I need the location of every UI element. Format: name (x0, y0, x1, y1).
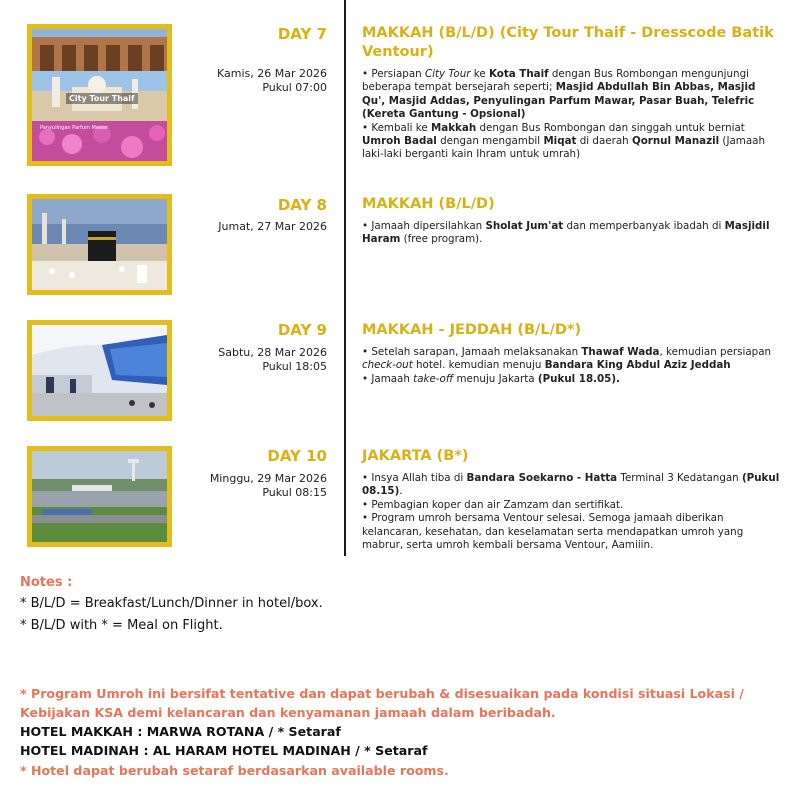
hotel-note: * Hotel dapat berubah setaraf berdasarkan available rooms. (20, 763, 449, 778)
description-paragraph: • Setelah sarapan, Jamaah melaksanakan Thawaf Wada, kemudian persiapan check-out hotel. kemudian menuju Bandara King Abdul Aziz Jeddah (362, 346, 772, 372)
day-date: Minggu, 29 Mar 2026 (209, 472, 327, 485)
timeline-divider (344, 0, 346, 556)
description-paragraph: • Insya Allah tiba di Bandara Soekarno - Hatta Terminal 3 Kedatangan (Pukul 08.15). (362, 472, 780, 498)
airport-jakarta-photo (27, 446, 172, 547)
day-description (362, 472, 782, 552)
day-description (362, 68, 782, 162)
disclaimer: * Program Umroh ini bersifat tentative dan dapat berubah & disesuaikan pada kondisi situasi Lokasi / Kebijakan KSA demi kelancaran dan kenyamanan jamaah dalam beribadah. (20, 686, 744, 720)
day-label: DAY 9 (277, 321, 327, 339)
day-label: DAY 10 (267, 447, 327, 465)
day-time: Pukul 18:05 (262, 360, 327, 373)
note-line: * B/L/D = Breakfast/Lunch/Dinner in hotel/box. (20, 596, 323, 611)
photo-subcaption: Penyulingan Parfum Mawar (40, 125, 109, 131)
thaif-photo (27, 24, 172, 166)
description-paragraph: • Kembali ke Makkah dengan Bus Rombongan dan singgah untuk berniat Umroh Badal dengan mengambil Miqat di daerah Qornul Manazil (Jamaah laki-laki berganti kain Ihram untuk umrah) (362, 121, 765, 161)
description-paragraph: • Jamaah dipersilahkan Sholat Jum'at dan memperbanyak ibadah di Masjidil Haram (free program). (362, 220, 770, 246)
photo-caption: City Tour Thaif (66, 93, 138, 104)
hotel-madinah: HOTEL MADINAH : AL HARAM HOTEL MADINAH / * Setaraf (20, 743, 428, 758)
day-description (362, 346, 782, 386)
day-date: Jumat, 27 Mar 2026 (218, 220, 327, 233)
day-date: Kamis, 26 Mar 2026 (217, 67, 327, 80)
day-title: MAKKAH (B/L/D) (362, 196, 495, 212)
description-paragraph: • Persiapan City Tour ke Kota Thaif dengan Bus Rombongan mengunjungi beberapa tempat bersejarah seperti; Masjid Abdullah Bin Abbas, Masjid Qu', Masjid Addas, Penyulingan Parfum Mawar, Pasar Buah, Telefric (Kereta Gantung - Opsional) (362, 68, 756, 121)
day-title: JAKARTA (B*) (362, 448, 469, 464)
day-title: MAKKAH - JEDDAH (B/L/D*) (362, 322, 582, 338)
description-paragraph: • Program umroh bersama Ventour selesai. Semoga jamaah diberikan kelancaran, kesehatan, dan keselamatan serta mendapatkan umroh yang mabrur, serta umroh kembali bersama Ventour, Aamiiin. (362, 512, 744, 552)
description-paragraph: • Jamaah take-off menuju Jakarta (Pukul 18.05). (362, 372, 620, 385)
notes-title: Notes : (20, 575, 73, 590)
kaaba-photo (27, 194, 172, 295)
day-date: Sabtu, 28 Mar 2026 (218, 346, 327, 359)
hotel-makkah: HOTEL MAKKAH : MARWA ROTANA / * Setaraf (20, 724, 341, 739)
day-time: Pukul 07:00 (262, 81, 327, 94)
day-label: DAY 7 (277, 25, 327, 43)
day-description (362, 220, 782, 247)
note-line: * B/L/D with * = Meal on Flight. (20, 618, 223, 633)
day-title: MAKKAH (B/L/D) (City Tour Thaif - Dresscode Batik Ventour) (362, 25, 774, 60)
description-paragraph: • Pembagian koper dan air Zamzam dan sertifikat. (362, 498, 624, 511)
day-label: DAY 8 (277, 196, 327, 214)
day-time: Pukul 08:15 (262, 486, 327, 499)
airport-jeddah-photo (27, 320, 172, 421)
